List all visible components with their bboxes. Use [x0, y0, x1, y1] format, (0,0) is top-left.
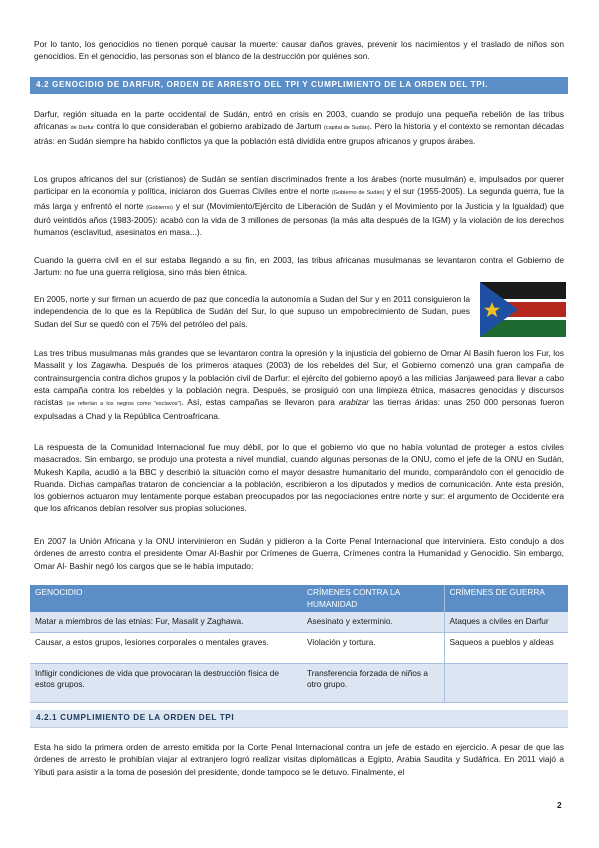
- table-cell: Saqueos a pueblos y aldeas: [444, 632, 568, 663]
- table-row: [30, 632, 568, 663]
- table-header-crimes-humanity: CRÍMENES CONTRA LA HUMANIDAD: [302, 585, 444, 612]
- table-cell: Violación y tortura.: [302, 632, 444, 663]
- page-number: 2: [557, 800, 562, 810]
- paragraph-2003-uprising: Cuando la guerra civil en el sur estaba llegando a su fin, en 2003, las tribus africanas musulmanas se levantaron contra el Gobierno de Jartum: no fue una guerra religiosa, sino más bien étnica.: [34, 255, 564, 278]
- inline-note: (se referían a los negros como "esclavos"): [66, 401, 182, 408]
- paragraph-compliance: Esta ha sido la primera orden de arresto emitida por la Corte Penal Internacional contra un jefe de estado en ejercicio. A pesar de que las órdenes de arresto le prohibían viajar al extranjero logró realizar visitas diplomáticas a Egipto, Arabia Saudita y Sudáfrica. En 2011 viajó a Yibuti para asistir a la toma de posesión del presidente, donde tampoco se le detuvo. Finalmente, el: [34, 742, 564, 777]
- text-run: Darfur, región situada en la parte occidental de Sudán, entró en crisis en 2003, cuando se produjo una pequeña rebelión de las tribus africanas: [34, 109, 564, 132]
- inline-note: (capital de Sudán): [323, 125, 370, 132]
- south-sudan-flag-icon: [480, 282, 566, 337]
- table-cell: Asesinato y exterminio.: [302, 612, 444, 632]
- table-header-war-crimes: CRÍMENES DE GUERRA: [444, 585, 568, 612]
- text-run: Los grupos africanos del sur (cristianos) de Sudán se sentían discriminados frente a los árabes (norte musulmán) e, impulsados por querer participar en la economía y política, iniciaron dos Guerras Civiles entre el norte: [34, 174, 564, 197]
- crimes-table: [30, 585, 568, 703]
- table-cell: Matar a miembros de las etnias: Fur, Masalit y Zaghawa.: [30, 612, 302, 632]
- paragraph-tribes-campaign: [34, 347, 564, 423]
- text-run: las tierras áridas: unas 250 000 personas fueron expulsadas a Chad y la República Centroafricana.: [34, 397, 564, 422]
- inline-note: de Darfur: [70, 125, 94, 132]
- paragraph-civil-wars: [34, 173, 564, 238]
- text-run: . Pero la historia y el contexto se remontan décadas atrás: en Sudán siempre ha habido conflictos ya que la población está dividida entre grupos africanos y grupos árabes.: [34, 121, 564, 146]
- section-heading-4-2-text: 4.2 GENOCIDIO DE DARFUR, ORDEN DE ARRESTO DEL TPI Y CUMPLIMIENTO DE LA ORDEN DEL TPI.: [36, 80, 489, 89]
- italic-term: arabizar: [338, 397, 370, 408]
- text-run: y el sur (1955-2005). La segunda guerra, fue la más larga y enfrentó el norte: [34, 186, 564, 211]
- intro-paragraph: Por lo tanto, los genocidios no tienen porqué causar la muerte: causar daños graves, prevenir los nacimientos y el traslado de niños son genocidios. En el genocidio, las personas son el blanco de la destrucción por quiénes son.: [34, 39, 564, 62]
- paragraph-arrest-orders: En 2007 la Unión Africana y la ONU intervinieron en Sudán y pidieron a la Corte Penal Internacional que interviniera. Esto condujo a dos órdenes de arresto contra el presidente Omar Al-Bashir por Crímenes de Guerra, Crímenes contra la Humanidad y Genocidio. Sin embargo, Omar Al- Bashir negó los cargos que se le había imputado:: [34, 536, 564, 571]
- table-cell: Transferencia forzada de niños a otro grupo.: [302, 663, 444, 702]
- text-run: . Así, estas campañas se llevaron para: [181, 397, 339, 408]
- text-run: Las tres tribus musulmanas más grandes que se levantaron contra la opresión y la injusticia del gobierno de Omar Al Basih fueron los Fur, los Massalit y los Zagawha. Después de los primeros ataques (2003) de los rebeldes del Sur, el Gobierno comenzó una gran campaña de contrainsurgencia contra dichos grupos y la población civil de Darfur: el ejército del gobierno apoyó a las milicias Janjaweed para llevar a cabo esta campaña contra los rebeldes y la población negra. Después, se prosiguió con una limpieza étnica, masacres genocidas y discursos racistas: [34, 348, 564, 408]
- text-run: y el sur (Movimiento/Ejército de Liberación de Sudán y el Movimiento por la Justicia y la Igualdad) que duró veintidós años (1983-2005): acabó con la vida de 3 millones de personas (la más alta después de la IGM) y la violación de los derechos humanos (esclavitud, asesinatos en masa...).: [34, 200, 564, 238]
- table-row: [30, 612, 568, 632]
- section-heading-4-2-1-text: 4.2.1 CUMPLIMIENTO DE LA ORDEN DEL TPI: [36, 713, 235, 722]
- section-heading-4-2: [30, 77, 568, 94]
- table-cell: Causar, a estos grupos, lesiones corporales o mentales graves.: [30, 632, 302, 663]
- paragraph-international-response: La respuesta de la Comunidad Internacional fue muy débil, por lo que el gobierno vio que no había voluntad de proteger a estos civiles masacrados. Sin embargo, se produjo una protesta a nivel mundial, cuando algunas personas de la ONU, como el jefe de la ONU en Sudán, Mukesh Kapila, acudió a la BBC y describió la situación como el mayor desastre humanitario del mundo, comparándolo con el genocidio de Ruanda. Dichas campañas trataron de concienciar a la población, escribieron a los diputados y medios de comunicación. Ante esta presión, los gobiernos actuaron muy lentamente porque estaban preocupados por las negociaciones entre norte y sur: el argumento de Occidente era que los africanos debían resolver sus propias soluciones.: [34, 442, 564, 514]
- inline-note: (Gobierno): [146, 204, 173, 211]
- table-cell: Ataques a civiles en Darfur: [444, 612, 568, 632]
- table-header-row: [30, 585, 568, 612]
- paragraph-peace-agreement: En 2005, norte y sur firman un acuerdo de paz que concedía la autonomía a Sudan del Sur y en 2011 consiguieron la independencia de lo que es la República de Sudán del Sur, lo que supuso un empobrecimiento de Sudan, pues Sudan del Sur se quedó con el 75% del petróleo del país.: [34, 294, 470, 329]
- table-cell: Infligir condiciones de vida que provocaran la destrucción física de estos grupos.: [30, 663, 302, 702]
- inline-note: (Gobierno de Sudán): [331, 190, 385, 197]
- paragraph-darfur-intro: [34, 108, 564, 147]
- table-row: [30, 663, 568, 702]
- table-cell: [444, 663, 568, 702]
- text-run: contra lo que consideraban el gobierno arabizado de Jartum: [94, 121, 324, 132]
- section-heading-4-2-1: [30, 710, 568, 728]
- table-header-genocide: GENOCIDIO: [30, 585, 302, 612]
